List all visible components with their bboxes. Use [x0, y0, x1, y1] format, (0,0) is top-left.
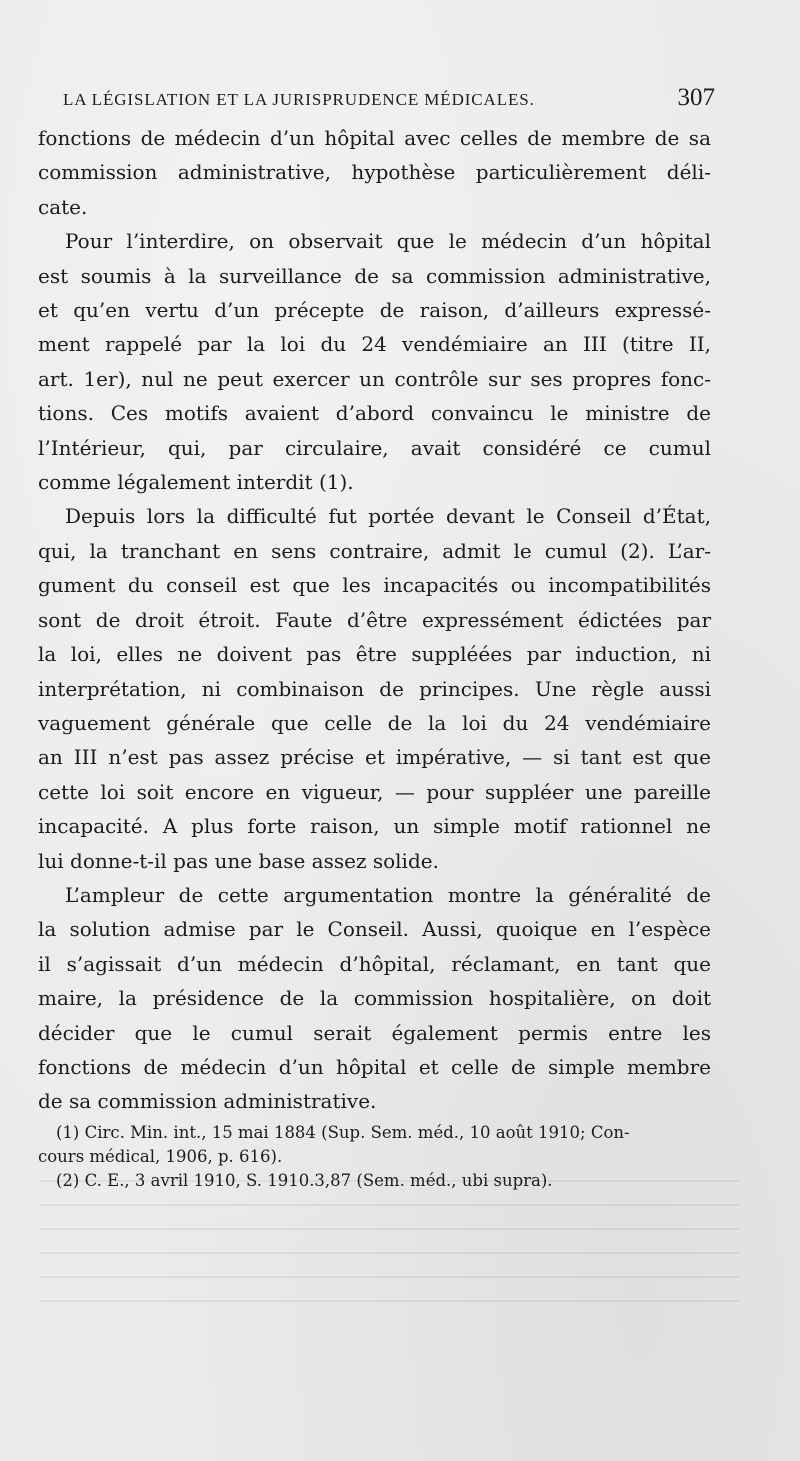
bleed-through-shadow	[40, 1180, 740, 1320]
text-line: est soumis à la surveillance de sa commission administrative,	[38, 263, 711, 288]
text-line: cate.	[38, 194, 88, 219]
text-line: interprétation, ni combinaison de principes. Une règle aussi	[38, 676, 711, 701]
text-line: l’Intérieur, qui, par circulaire, avait considéré ce cumul	[38, 435, 711, 460]
paragraph-2	[38, 224, 711, 499]
text-line: tions. Ces motifs avaient d’abord convaincu le ministre de	[38, 401, 711, 426]
text-line: la solution admise par le Conseil. Aussi, quoique en l’espèce	[38, 917, 711, 942]
text-line: il s’agissait d’un médecin d’hôpital, réclamant, en tant que	[38, 951, 711, 976]
text-line: ment rappelé par la loi du 24 vendémiaire an III (titre II,	[38, 332, 711, 357]
text-line: la loi, elles ne doivent pas être suppléées par induction, ni	[38, 642, 711, 667]
text-line: fonctions de médecin d’un hôpital avec celles de membre de sa	[38, 126, 711, 150]
text-line: cette loi soit encore en vigueur, — pour suppléer une pareille	[38, 779, 711, 804]
text-line: comme légalement interdit (1).	[38, 470, 354, 495]
text-line: vaguement générale que celle de la loi du 24 vendémiaire	[38, 710, 711, 735]
text-line: gument du conseil est que les incapacités ou incompatibilités	[38, 573, 711, 598]
footnote-1-line: cours médical, 1906, p. 616).	[38, 1147, 283, 1166]
text-line: décider que le cumul serait également permis entre les	[38, 1020, 711, 1045]
text-line: qui, la tranchant en sens contraire, admit le cumul (2). L’ar-	[38, 538, 711, 563]
text-line: lui donne-t-il pas une base assez solide.	[38, 848, 439, 873]
text-line: commission administrative, hypothèse particulièrement déli-	[38, 160, 711, 185]
text-line: fonctions de médecin d’un hôpital et celle de simple membre	[38, 1054, 711, 1079]
footnote-2-line: (2) C. E., 3 avril 1910, S. 1910.3,87 (Sem. méd., ubi supra).	[56, 1171, 553, 1190]
text-line: art. 1er), nul ne peut exercer un contrôle sur ses propres fonc-	[38, 366, 711, 391]
body-text	[38, 121, 711, 1119]
text-line: L’ampleur de cette argumentation montre la généralité de	[65, 882, 711, 907]
paragraph-3	[38, 499, 711, 877]
text-line: an III n’est pas assez précise et impérative, — si tant est que	[38, 745, 711, 770]
text-line: de sa commission administrative.	[38, 1089, 377, 1114]
text-line: sont de droit étroit. Faute d’être expressément édictées par	[38, 607, 711, 632]
footnote-1-line: (1) Circ. Min. int., 15 mai 1884 (Sup. Sem. méd., 10 août 1910; Con-	[56, 1123, 630, 1142]
running-header	[63, 84, 715, 114]
text-line: et qu’en vertu d’un précepte de raison, d’ailleurs expressé-	[38, 298, 711, 323]
running-title: LA LÉGISLATION ET LA JURISPRUDENCE MÉDICALES.	[63, 90, 535, 109]
text-line: incapacité. A plus forte raison, un simple motif rationnel ne	[38, 814, 711, 839]
text-line: Pour l’interdire, on observait que le médecin d’un hôpital	[65, 229, 711, 254]
text-line: maire, la présidence de la commission hospitalière, on doit	[38, 986, 711, 1011]
page-number: 307	[677, 84, 715, 111]
text-line: Depuis lors la difficulté fut portée devant le Conseil d’État,	[65, 504, 711, 529]
paragraph-1	[38, 121, 711, 224]
paragraph-4	[38, 878, 711, 1119]
